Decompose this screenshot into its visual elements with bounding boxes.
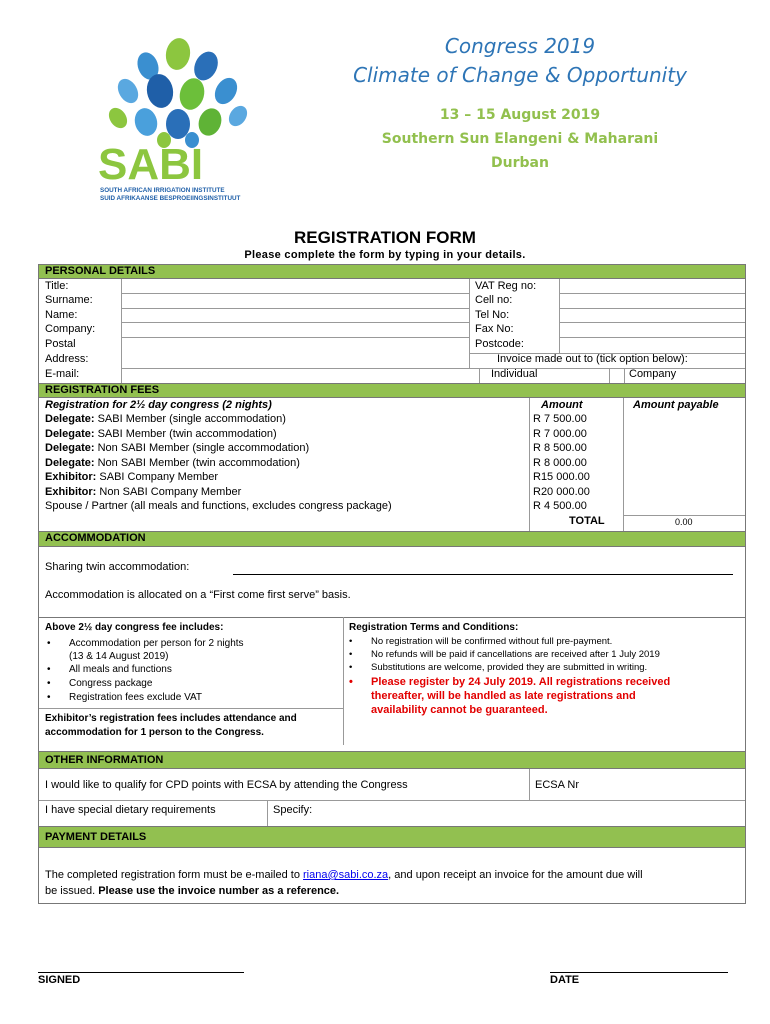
- fee-amount: R 7 500.00: [533, 413, 587, 425]
- terms-deadline-line2: thereafter, will be handled as late registrations and: [371, 690, 636, 702]
- fee-payable-field[interactable]: [627, 471, 741, 484]
- includes-item: • Registration fees exclude VAT: [69, 692, 202, 703]
- fee-amount: R 8 500.00: [533, 442, 587, 454]
- label-fax: Fax No:: [475, 323, 514, 335]
- form-instructions: Please complete the form by typing in your details.: [244, 249, 526, 261]
- fee-category: Delegate:: [45, 456, 95, 469]
- surname-field[interactable]: [125, 294, 465, 307]
- total-label: TOTAL: [569, 515, 605, 527]
- logo-subtitle-af: SUID AFRIKAANSE BESPROEIINGSINSTITUUT: [100, 195, 241, 202]
- company-checkbox[interactable]: [610, 368, 623, 382]
- signed-label: SIGNED: [38, 974, 81, 986]
- fee-row: [39, 486, 745, 500]
- fee-payable-field[interactable]: [627, 500, 741, 513]
- invoice-individual-option: Individual: [491, 368, 538, 380]
- title-field[interactable]: [125, 280, 465, 293]
- fee-description: Exhibitor: Non SABI Company Member: [45, 485, 242, 498]
- fee-description: Delegate: SABI Member (twin accommodation): [45, 427, 277, 440]
- accommodation-heading: ACCOMMODATION: [39, 531, 745, 547]
- logo-wordmark: SABI: [98, 140, 204, 189]
- email-field[interactable]: [125, 368, 465, 381]
- label-surname: Surname:: [45, 294, 93, 306]
- fee-category: Exhibitor:: [45, 485, 97, 498]
- registration-fees-heading: REGISTRATION FEES: [39, 383, 745, 398]
- label-email: E-mail:: [45, 368, 80, 380]
- individual-checkbox[interactable]: [469, 368, 479, 382]
- name-field[interactable]: [125, 309, 465, 322]
- sharing-field[interactable]: [233, 574, 733, 575]
- exhibitor-note-line1: Exhibitor’s registration fees includes attendance and: [45, 713, 297, 724]
- sharing-label: Sharing twin accommodation:: [45, 561, 190, 573]
- invoice-company-option: Company: [629, 368, 677, 380]
- postcode-field[interactable]: [563, 338, 741, 351]
- logo-subtitle-en: SOUTH AFRICAN IRRIGATION INSTITUTE: [100, 187, 225, 194]
- fees-col-description: Registration for 2½ day congress (2 nights): [45, 399, 272, 411]
- congress-theme: Climate of Change & Opportunity: [353, 63, 687, 87]
- terms-deadline-line3: availability cannot be guaranteed.: [371, 704, 548, 716]
- payment-email-link[interactable]: riana@sabi.co.za: [303, 869, 389, 881]
- fee-description: Delegate: Non SABI Member (twin accommodation): [45, 456, 300, 469]
- specify-label: Specify:: [273, 804, 313, 816]
- terms-deadline-line1: • Please register by 24 July 2019. All registrations received: [371, 676, 670, 688]
- logo-droplets: [105, 36, 251, 148]
- company-field[interactable]: [125, 323, 465, 336]
- exhibitor-note-line2: accommodation for 1 person to the Congress.: [45, 727, 264, 738]
- fee-amount: R 7 000.00: [533, 427, 587, 440]
- registration-form: [38, 264, 746, 904]
- label-address: Address:: [45, 353, 89, 365]
- tel-field[interactable]: [563, 309, 741, 322]
- includes-item: • All meals and functions: [69, 664, 172, 675]
- fee-amount: R 8 000.00: [533, 456, 587, 469]
- congress-venue: Southern Sun Elangeni & Maharani: [381, 131, 659, 147]
- fee-row: [39, 457, 745, 471]
- fee-payable-field[interactable]: [627, 428, 741, 441]
- payment-reference-note: Please use the invoice number as a reference.: [98, 885, 340, 897]
- sabi-logo: [88, 36, 268, 206]
- fee-category: Exhibitor:: [45, 471, 97, 483]
- label-company: Company:: [45, 323, 96, 335]
- fee-amount: R20 000.00: [533, 485, 590, 498]
- personal-details-heading: PERSONAL DETAILS: [39, 264, 745, 279]
- cell-field[interactable]: [563, 294, 741, 307]
- congress-city: Durban: [491, 155, 549, 171]
- fee-payable-field[interactable]: [627, 442, 741, 455]
- fee-amount: R 4 500.00: [533, 500, 587, 512]
- payment-text-start: The completed registration form must be e-mailed to: [45, 869, 304, 881]
- fee-category: Delegate:: [45, 413, 95, 425]
- total-value: 0.00: [675, 517, 693, 527]
- terms-item: • Substitutions are welcome, provided they are submitted in writing.: [371, 662, 647, 673]
- fee-row: [39, 500, 745, 514]
- fee-category: Delegate:: [45, 442, 95, 454]
- fee-category: Delegate:: [45, 427, 95, 440]
- label-postal: Postal: [45, 338, 76, 350]
- accommodation-note: Accommodation is allocated on a “First come first serve” basis.: [45, 589, 351, 601]
- other-information-heading: OTHER INFORMATION: [39, 751, 745, 769]
- payment-text-issued: be issued.: [45, 885, 99, 897]
- ecsa-label: ECSA Nr: [535, 779, 580, 791]
- label-tel: Tel No:: [475, 309, 510, 321]
- date-label: DATE: [550, 974, 580, 986]
- invoice-label: Invoice made out to (tick option below):: [497, 353, 688, 365]
- payment-text-line2: [45, 885, 339, 897]
- label-postcode: Postcode:: [475, 338, 524, 350]
- form-title: REGISTRATION FORM: [294, 228, 476, 247]
- terms-heading: Registration Terms and Conditions:: [349, 622, 519, 633]
- fee-amount: R15 000.00: [533, 471, 590, 483]
- vat-field[interactable]: [563, 280, 741, 293]
- congress-dates: 13 – 15 August 2019: [439, 107, 601, 123]
- fee-payable-field[interactable]: [627, 457, 741, 470]
- congress-title: Congress 2019: [444, 34, 596, 58]
- payment-text-end: , and upon receipt an invoice for the amount due will: [388, 869, 643, 881]
- fee-description: Spouse / Partner (all meals and functions, excludes congress package): [45, 500, 392, 512]
- fee-row: [39, 413, 745, 427]
- label-vat: VAT Reg no:: [475, 280, 537, 292]
- label-cell: Cell no:: [475, 294, 513, 306]
- fax-field[interactable]: [563, 323, 741, 336]
- label-title: Title:: [45, 280, 69, 292]
- fee-row: [39, 471, 745, 485]
- fee-row: [39, 428, 745, 442]
- date-line[interactable]: [550, 972, 728, 973]
- terms-item: • No registration will be confirmed without full pre-payment.: [371, 636, 612, 647]
- fee-payable-field[interactable]: [627, 486, 741, 499]
- fee-description: Delegate: SABI Member (single accommodation): [45, 413, 286, 425]
- dietary-specify-field[interactable]: [323, 802, 739, 822]
- cpd-label: I would like to qualify for CPD points with ECSA by attending the Congress: [45, 779, 408, 791]
- includes-item: (13 & 14 August 2019): [69, 651, 169, 662]
- fee-payable-field[interactable]: [627, 413, 741, 426]
- ecsa-number-field[interactable]: [579, 773, 739, 795]
- signature-line[interactable]: [38, 972, 244, 973]
- fees-col-payable: Amount payable: [633, 399, 719, 411]
- fee-row: [39, 442, 745, 456]
- includes-heading: Above 2½ day congress fee includes:: [45, 622, 224, 633]
- label-name: Name:: [45, 309, 78, 321]
- payment-text-line1: [45, 869, 643, 881]
- dietary-label: I have special dietary requirements: [45, 804, 216, 816]
- fee-description: Exhibitor: SABI Company Member: [45, 471, 218, 483]
- fee-description: Delegate: Non SABI Member (single accommodation): [45, 442, 310, 454]
- includes-item: • Congress package: [69, 678, 152, 689]
- terms-item: • No refunds will be paid if cancellations are received after 1 July 2019: [371, 649, 660, 660]
- includes-item: • Accommodation per person for 2 nights: [69, 638, 244, 649]
- fees-col-amount: Amount: [541, 399, 583, 411]
- payment-details-heading: PAYMENT DETAILS: [39, 826, 745, 848]
